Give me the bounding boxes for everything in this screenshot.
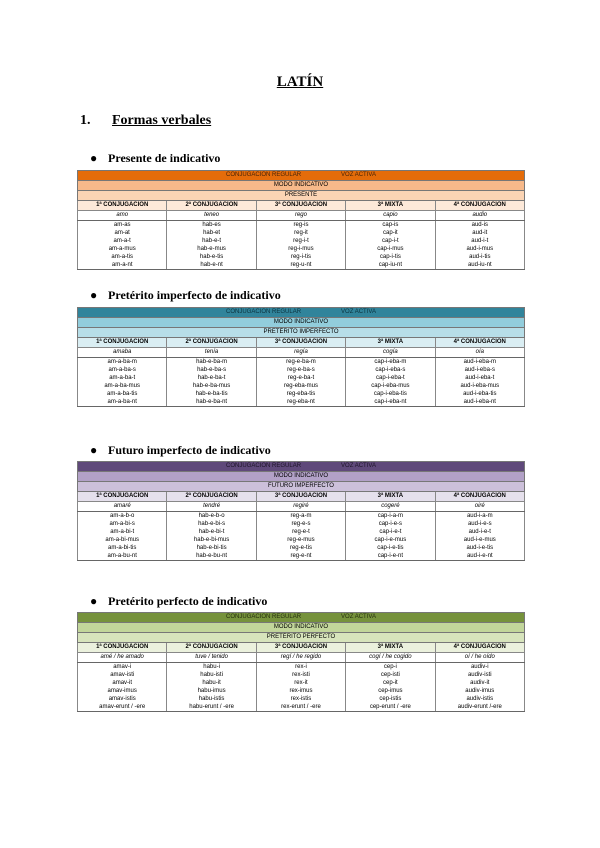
conjugation-table-futuro — [77, 461, 525, 561]
form-cell: cep-isti — [346, 671, 435, 679]
column-header: 3ª MIXTA — [346, 338, 435, 348]
lemma-cell: capio — [346, 211, 435, 221]
form-cell: reg-u-nt — [256, 261, 345, 270]
band-voice-label: VOZ ACTIVA — [341, 463, 376, 469]
section-heading — [80, 113, 211, 129]
form-cell: audiv-i — [435, 663, 524, 672]
table-row — [78, 374, 525, 382]
column-header: 2ª CONJUGACIÓN — [167, 643, 256, 653]
conjugation-table-presente — [77, 170, 525, 270]
column-header: 2ª CONJUGACIÓN — [167, 338, 256, 348]
subsection-futuro — [90, 443, 271, 458]
column-header: 4ª CONJUGACIÓN — [435, 492, 524, 502]
band-mode-row — [78, 472, 525, 482]
table-row — [78, 663, 525, 672]
form-cell: hab-e-ba-t — [167, 374, 256, 382]
band-tense: FUTURO IMPERFECTO — [78, 482, 525, 492]
form-cell: audiv-istis — [435, 695, 524, 703]
column-header: 4ª CONJUGACIÓN — [435, 338, 524, 348]
form-cell: cap-iu-nt — [346, 261, 435, 270]
form-cell: cap-i-eba-mus — [346, 382, 435, 390]
form-cell: aud-i-a-m — [435, 512, 524, 521]
form-cell: hab-e-ba-m — [167, 358, 256, 367]
band-conjugation-label: CONJUGACIÓN REGULAR — [226, 172, 302, 178]
table-row — [78, 552, 525, 561]
form-cell: aud-i-eba-s — [435, 366, 524, 374]
form-cell: hab-es — [167, 221, 256, 230]
form-cell: habu-istis — [167, 695, 256, 703]
form-cell: cap-i-e-tis — [346, 544, 435, 552]
band-voice-label: VOZ ACTIVA — [341, 172, 376, 178]
band-tense: PRESENTE — [78, 191, 525, 201]
column-header: 1ª CONJUGACIÓN — [78, 492, 167, 502]
band-tense: PRETÉRITO PERFECTO — [78, 633, 525, 643]
form-cell: cap-i-mus — [346, 245, 435, 253]
form-cell: reg-is — [256, 221, 345, 230]
band-regular-row — [78, 308, 525, 318]
band-regular — [78, 171, 525, 181]
band-mode-row — [78, 318, 525, 328]
form-cell: aud-i-eba-mus — [435, 382, 524, 390]
form-cell: am-a-bi-tis — [78, 544, 167, 552]
bullet-icon: ● — [90, 151, 98, 165]
lemma-cell: oí / he oído — [435, 653, 524, 663]
table-row — [78, 512, 525, 521]
lemma-cell: amaré — [78, 502, 167, 512]
table-row — [78, 261, 525, 270]
form-cell: cap-i-eba-nt — [346, 398, 435, 407]
form-cell: am-a-ba-tis — [78, 390, 167, 398]
conjugation-table-perfecto — [77, 612, 525, 712]
form-cell: reg-e-nt — [256, 552, 345, 561]
subsection-title: Presente de indicativo — [108, 151, 221, 165]
column-header: 1ª CONJUGACIÓN — [78, 643, 167, 653]
form-cell: hab-e-ba-tis — [167, 390, 256, 398]
bullet-icon: ● — [90, 594, 98, 608]
form-cell: cep-erunt / -ere — [346, 703, 435, 712]
form-cell: hab-et — [167, 229, 256, 237]
table-row — [78, 671, 525, 679]
column-header: 3ª CONJUGACIÓN — [256, 338, 345, 348]
form-cell: rex-it — [256, 679, 345, 687]
form-cell: aud-i-e-s — [435, 520, 524, 528]
form-cell: aud-i-mus — [435, 245, 524, 253]
header-row — [78, 338, 525, 348]
form-cell: aud-i-e-tis — [435, 544, 524, 552]
form-cell: hab-e-t — [167, 237, 256, 245]
form-cell: hab-e-tis — [167, 253, 256, 261]
column-header: 1ª CONJUGACIÓN — [78, 201, 167, 211]
form-cell: reg-e-ba-s — [256, 366, 345, 374]
form-cell: reg-a-m — [256, 512, 345, 521]
lemma-cell: audio — [435, 211, 524, 221]
form-cell: reg-e-s — [256, 520, 345, 528]
column-header: 3ª CONJUGACIÓN — [256, 643, 345, 653]
form-cell: aud-i-tis — [435, 253, 524, 261]
form-cell: aud-i-t — [435, 237, 524, 245]
table-row — [78, 536, 525, 544]
form-cell: cap-i-eba-s — [346, 366, 435, 374]
form-cell: reg-eba-mus — [256, 382, 345, 390]
column-header: 3ª MIXTA — [346, 492, 435, 502]
table-row — [78, 679, 525, 687]
band-mode-row — [78, 181, 525, 191]
band-mode-row — [78, 623, 525, 633]
form-cell: cap-i-eba-t — [346, 374, 435, 382]
band-mode: MODO INDICATIVO — [78, 318, 525, 328]
form-cell: hab-e-ba-mus — [167, 382, 256, 390]
table-row — [78, 253, 525, 261]
form-cell: cap-i-tis — [346, 253, 435, 261]
form-cell: hab-e-bi-t — [167, 528, 256, 536]
bullet-icon: ● — [90, 288, 98, 302]
table-row — [78, 237, 525, 245]
band-voice-label: VOZ ACTIVA — [341, 614, 376, 620]
subsection-title: Pretérito perfecto de indicativo — [108, 594, 268, 608]
form-cell: cap-i-e-t — [346, 528, 435, 536]
band-conjugation-label: CONJUGACIÓN REGULAR — [226, 309, 302, 315]
form-cell: cap-i-t — [346, 237, 435, 245]
form-cell: audiv-erunt /-ere — [435, 703, 524, 712]
column-header: 2ª CONJUGACIÓN — [167, 492, 256, 502]
form-cell: am-at — [78, 229, 167, 237]
form-cell: am-a-ba-nt — [78, 398, 167, 407]
column-header: 3ª MIXTA — [346, 643, 435, 653]
table-row — [78, 358, 525, 367]
table-row — [78, 229, 525, 237]
form-cell: reg-e-ba-t — [256, 374, 345, 382]
form-cell: habu-erunt / -ere — [167, 703, 256, 712]
form-cell: aud-i-e-mus — [435, 536, 524, 544]
subsection-title: Futuro imperfecto de indicativo — [108, 443, 271, 457]
form-cell: cap-i-e-nt — [346, 552, 435, 561]
form-cell: reg-i-tis — [256, 253, 345, 261]
band-voice-label: VOZ ACTIVA — [341, 309, 376, 315]
form-cell: rex-erunt / -ere — [256, 703, 345, 712]
form-cell: reg-eba-tis — [256, 390, 345, 398]
header-row — [78, 201, 525, 211]
form-cell: habu-i — [167, 663, 256, 672]
column-header: 4ª CONJUGACIÓN — [435, 643, 524, 653]
bullet-icon: ● — [90, 443, 98, 457]
form-cell: aud-i-eba-tis — [435, 390, 524, 398]
column-header: 3ª CONJUGACIÓN — [256, 201, 345, 211]
form-cell: cap-i-e-s — [346, 520, 435, 528]
lemma-cell: amaba — [78, 348, 167, 358]
band-tense-row — [78, 482, 525, 492]
subsection-imperfecto — [90, 288, 281, 303]
band-tense-row — [78, 328, 525, 338]
lemma-cell: oiré — [435, 502, 524, 512]
form-cell: rex-imus — [256, 687, 345, 695]
form-cell: habu-imus — [167, 687, 256, 695]
table-row — [78, 221, 525, 230]
band-regular-row — [78, 613, 525, 623]
lemma-row — [78, 502, 525, 512]
form-cell: aud-is — [435, 221, 524, 230]
lemma-cell: amo — [78, 211, 167, 221]
form-cell: aud-i-e-nt — [435, 552, 524, 561]
form-cell: cep-istis — [346, 695, 435, 703]
header-row — [78, 643, 525, 653]
table-row — [78, 245, 525, 253]
form-cell: hab-e-ba-s — [167, 366, 256, 374]
form-cell: cap-i-e-mus — [346, 536, 435, 544]
column-header: 4ª CONJUGACIÓN — [435, 201, 524, 211]
form-cell: reg-eba-nt — [256, 398, 345, 407]
form-cell: reg-it — [256, 229, 345, 237]
subsection-presente — [90, 151, 220, 166]
band-tense: PRETÉRITO IMPERFECTO — [78, 328, 525, 338]
column-header: 3ª MIXTA — [346, 201, 435, 211]
form-cell: cap-i-eba-tis — [346, 390, 435, 398]
form-cell: hab-e-ba-nt — [167, 398, 256, 407]
form-cell: hab-e-mus — [167, 245, 256, 253]
form-cell: reg-e-mus — [256, 536, 345, 544]
table-row — [78, 695, 525, 703]
subsection-title: Pretérito imperfecto de indicativo — [108, 288, 281, 302]
lemma-cell: oía — [435, 348, 524, 358]
lemma-cell: teneo — [167, 211, 256, 221]
form-cell: am-a-bu-nt — [78, 552, 167, 561]
table-row — [78, 366, 525, 374]
form-cell: am-a-mus — [78, 245, 167, 253]
section-number: 1. — [80, 113, 91, 128]
form-cell: cep-i — [346, 663, 435, 672]
lemma-cell: regiré — [256, 502, 345, 512]
form-cell: hab-e-bi-s — [167, 520, 256, 528]
lemma-cell: amé / he amado — [78, 653, 167, 663]
table-row — [78, 520, 525, 528]
form-cell: reg-e-t — [256, 528, 345, 536]
form-cell: aud-it — [435, 229, 524, 237]
form-cell: hab-e-bi-tis — [167, 544, 256, 552]
lemma-cell: cogeré — [346, 502, 435, 512]
form-cell: amav-istis — [78, 695, 167, 703]
conjugation-table-imperfecto — [77, 307, 525, 407]
band-regular-row — [78, 171, 525, 181]
form-cell: am-a-ba-m — [78, 358, 167, 367]
form-cell: rex-istis — [256, 695, 345, 703]
lemma-row — [78, 348, 525, 358]
lemma-cell: tendré — [167, 502, 256, 512]
band-conjugation-label: CONJUGACIÓN REGULAR — [226, 614, 302, 620]
lemma-cell: regía — [256, 348, 345, 358]
form-cell: habu-it — [167, 679, 256, 687]
lemma-row — [78, 653, 525, 663]
form-cell: am-a-ba-mus — [78, 382, 167, 390]
lemma-row — [78, 211, 525, 221]
form-cell: audiv-imus — [435, 687, 524, 695]
lemma-cell: tuve / tenido — [167, 653, 256, 663]
form-cell: reg-e-tis — [256, 544, 345, 552]
band-regular — [78, 308, 525, 318]
band-regular — [78, 613, 525, 623]
form-cell: rex-i — [256, 663, 345, 672]
form-cell: am-a-nt — [78, 261, 167, 270]
form-cell: am-a-bi-mus — [78, 536, 167, 544]
column-header: 1ª CONJUGACIÓN — [78, 338, 167, 348]
form-cell: cap-is — [346, 221, 435, 230]
form-cell: aud-i-e-t — [435, 528, 524, 536]
table-row — [78, 703, 525, 712]
section-label: Formas verbales — [112, 113, 212, 128]
form-cell: amav-it — [78, 679, 167, 687]
form-cell: amav-erunt / -ere — [78, 703, 167, 712]
form-cell: amav-isti — [78, 671, 167, 679]
column-header: 2ª CONJUGACIÓN — [167, 201, 256, 211]
form-cell: aud-iu-nt — [435, 261, 524, 270]
table-row — [78, 687, 525, 695]
form-cell: reg-i-mus — [256, 245, 345, 253]
lemma-cell: rego — [256, 211, 345, 221]
form-cell: am-a-ba-t — [78, 374, 167, 382]
lemma-cell: cogía — [346, 348, 435, 358]
form-cell: amav-i — [78, 663, 167, 672]
form-cell: hab-e-bi-mus — [167, 536, 256, 544]
band-mode: MODO INDICATIVO — [78, 472, 525, 482]
lemma-cell: regí / he regido — [256, 653, 345, 663]
table-row — [78, 398, 525, 407]
lemma-cell: tenía — [167, 348, 256, 358]
band-regular-row — [78, 462, 525, 472]
lemma-cell: cogí / he cogido — [346, 653, 435, 663]
form-cell: cep-imus — [346, 687, 435, 695]
form-cell: am-a-bi-s — [78, 520, 167, 528]
form-cell: am-a-b-o — [78, 512, 167, 521]
form-cell: am-a-ba-s — [78, 366, 167, 374]
form-cell: cep-it — [346, 679, 435, 687]
form-cell: habu-isti — [167, 671, 256, 679]
form-cell: rex-isti — [256, 671, 345, 679]
table-row — [78, 528, 525, 536]
form-cell: hab-e-bu-nt — [167, 552, 256, 561]
subsection-perfecto — [90, 594, 267, 609]
table-row — [78, 544, 525, 552]
form-cell: cap-i-a-m — [346, 512, 435, 521]
table-row — [78, 382, 525, 390]
form-cell: am-a-bi-t — [78, 528, 167, 536]
band-conjugation-label: CONJUGACIÓN REGULAR — [226, 463, 302, 469]
band-mode: MODO INDICATIVO — [78, 623, 525, 633]
table-row — [78, 390, 525, 398]
form-cell: am-as — [78, 221, 167, 230]
form-cell: amav-imus — [78, 687, 167, 695]
form-cell: audiv-isti — [435, 671, 524, 679]
header-row — [78, 492, 525, 502]
form-cell: cap-it — [346, 229, 435, 237]
form-cell: aud-i-eba-t — [435, 374, 524, 382]
band-tense-row — [78, 633, 525, 643]
form-cell: am-a-t — [78, 237, 167, 245]
band-tense-row — [78, 191, 525, 201]
column-header: 3ª CONJUGACIÓN — [256, 492, 345, 502]
form-cell: aud-i-eba-m — [435, 358, 524, 367]
form-cell: reg-i-t — [256, 237, 345, 245]
band-regular — [78, 462, 525, 472]
form-cell: reg-e-ba-m — [256, 358, 345, 367]
form-cell: cap-i-eba-m — [346, 358, 435, 367]
form-cell: hab-e-b-o — [167, 512, 256, 521]
page-title: LATÍN — [276, 74, 324, 90]
form-cell: aud-i-eba-nt — [435, 398, 524, 407]
form-cell: audiv-it — [435, 679, 524, 687]
form-cell: am-a-tis — [78, 253, 167, 261]
band-mode: MODO INDICATIVO — [78, 181, 525, 191]
form-cell: hab-e-nt — [167, 261, 256, 270]
